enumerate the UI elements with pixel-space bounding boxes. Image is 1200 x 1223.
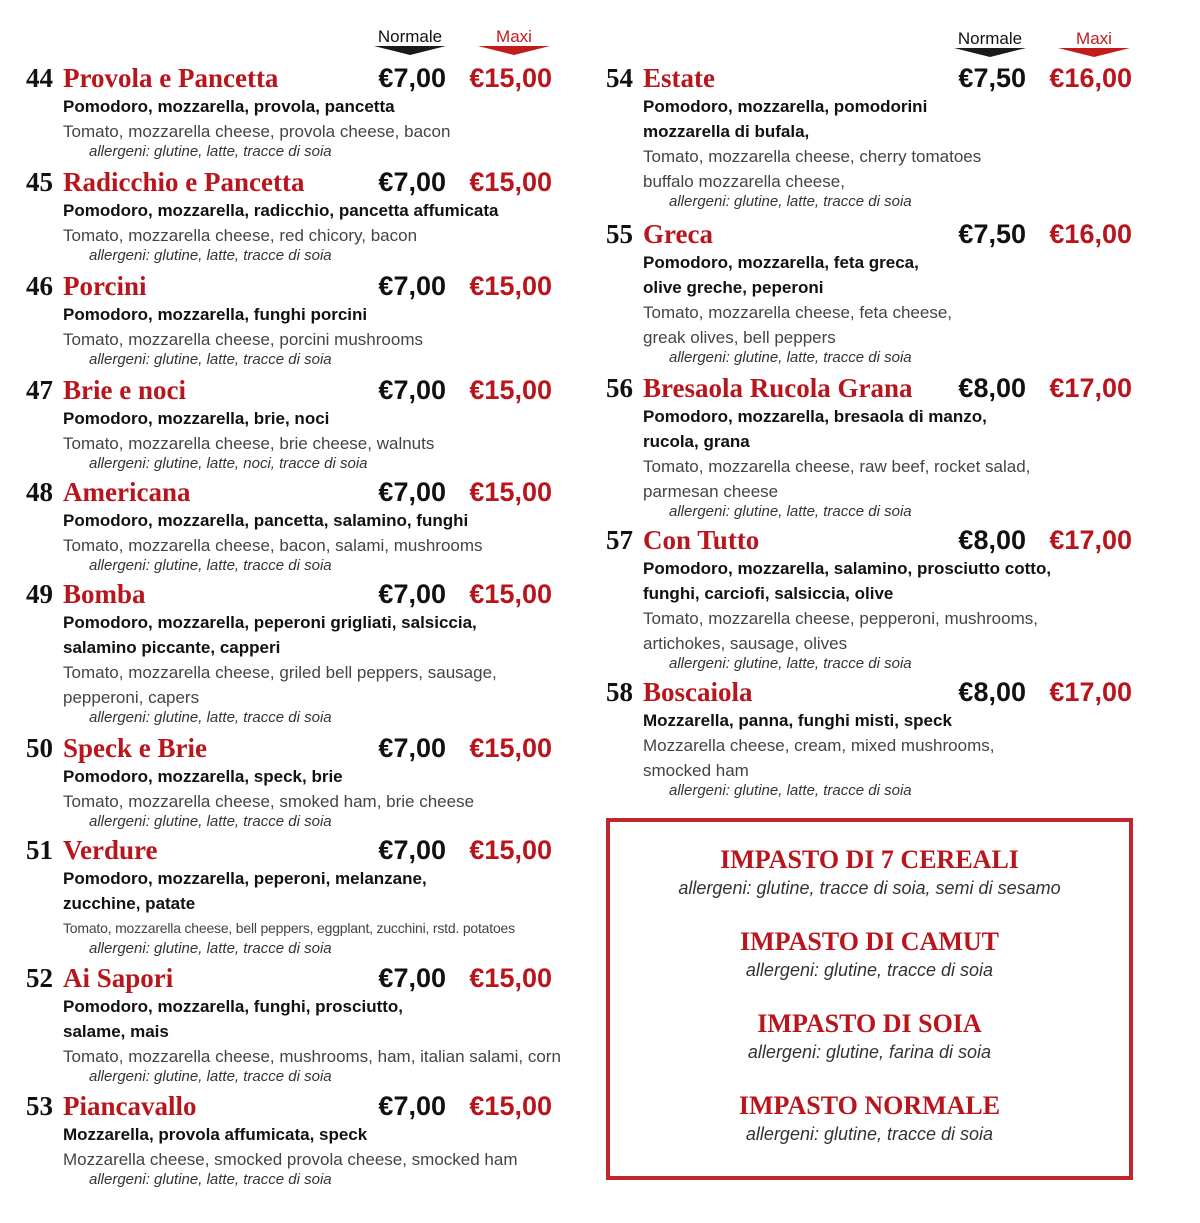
ingredients-italian: rucola, grana: [643, 432, 750, 451]
allergens-note: allergeni: glutine, latte, tracce di soia: [669, 349, 912, 366]
item-number: 46: [26, 271, 53, 301]
ingredients-italian: salamino piccante, capperi: [63, 638, 281, 657]
ingredients-english: smocked ham: [643, 761, 749, 780]
menu-item-title-row: [26, 834, 566, 866]
ingredients-english: Tomato, mozzarella cheese, mushrooms, ham, italian salami, corn: [63, 1047, 561, 1066]
menu-item-title-row: [26, 962, 566, 994]
menu-item: [26, 374, 566, 473]
ingredients-italian: Pomodoro, mozzarella, funghi porcini: [63, 305, 368, 324]
item-number: 56: [606, 373, 633, 403]
price-normale: €8,00: [958, 677, 1026, 707]
allergens-note: allergeni: glutine, latte, tracce di soia: [669, 193, 912, 210]
pizza-name: Greca: [643, 219, 713, 249]
item-number: 45: [26, 167, 53, 197]
pizza-name: Brie e noci: [63, 375, 186, 405]
ingredients-italian: Pomodoro, mozzarella, bresaola di manzo,: [643, 407, 987, 426]
arrow-down-icon: [374, 46, 446, 55]
dough-option: [610, 926, 1129, 982]
price-normale: €7,00: [378, 733, 446, 763]
ingredients-english: Tomato, mozzarella cheese, porcini mushrooms: [63, 330, 423, 349]
price-maxi: €15,00: [469, 271, 552, 301]
ingredients-italian: Pomodoro, mozzarella, peperoni, melanzane,: [63, 869, 427, 888]
ingredients-english: Tomato, mozzarella cheese, bell peppers, eggplant, zucchini, rstd. potatoes: [63, 920, 515, 936]
menu-item: [26, 1090, 566, 1189]
menu-item: [26, 166, 566, 265]
item-number: 57: [606, 525, 633, 555]
ingredients-english: Mozzarella cheese, smocked provola cheese, smocked ham: [63, 1150, 518, 1169]
price-normale: €7,00: [378, 1091, 446, 1121]
menu-item-title-row: [26, 270, 566, 302]
item-number: 51: [26, 835, 53, 865]
pizza-name: Americana: [63, 477, 191, 507]
menu-item: [26, 962, 566, 1086]
dough-options-box: [606, 818, 1133, 1180]
allergens-note: allergeni: glutine, latte, tracce di soia: [669, 782, 912, 799]
menu-item: [26, 270, 566, 369]
dough-name: IMPASTO NORMALE: [738, 1091, 1001, 1120]
allergens-note: allergeni: glutine, latte, tracce di soia: [89, 813, 332, 830]
item-number: 49: [26, 579, 53, 609]
dough-name: IMPASTO DI SOIA: [757, 1009, 982, 1038]
menu-item-title-row: [606, 218, 1146, 250]
menu-item-title-row: [26, 476, 566, 508]
price-maxi: €15,00: [469, 733, 552, 763]
menu-item-title-row: [606, 676, 1146, 708]
item-number: 53: [26, 1091, 53, 1121]
ingredients-english: Tomato, mozzarella cheese, pepperoni, mushrooms,: [643, 609, 1038, 628]
ingredients-english: Tomato, mozzarella cheese, bacon, salami, mushrooms: [63, 536, 483, 555]
dough-option: [610, 1008, 1129, 1064]
menu-item-title-row: [26, 578, 566, 610]
menu-item: [606, 524, 1146, 673]
item-number: 44: [26, 63, 53, 93]
pizza-name: Ai Sapori: [63, 963, 174, 993]
menu-item-title-row: [26, 62, 566, 94]
price-maxi: €17,00: [1049, 525, 1132, 555]
price-maxi: €15,00: [469, 579, 552, 609]
ingredients-italian: Pomodoro, mozzarella, pancetta, salamino, funghi: [63, 511, 469, 530]
pizza-name: Con Tutto: [643, 525, 760, 555]
price-maxi: €15,00: [469, 477, 552, 507]
dough-allergens: allergeni: glutine, tracce di soia: [745, 960, 994, 980]
allergens-note: allergeni: glutine, latte, tracce di soia: [89, 940, 332, 957]
ingredients-english: greak olives, bell peppers: [643, 328, 836, 347]
price-normale: €7,00: [378, 63, 446, 93]
price-maxi: €17,00: [1049, 677, 1132, 707]
maxi-header-label: Maxi: [496, 27, 532, 46]
price-normale: €7,00: [378, 835, 446, 865]
ingredients-english: Tomato, mozzarella cheese, cherry tomatoes: [643, 147, 982, 166]
ingredients-english: buffalo mozzarella cheese,: [643, 172, 845, 191]
menu-item-title-row: [26, 374, 566, 406]
menu-item: [26, 62, 566, 161]
price-maxi: €15,00: [469, 63, 552, 93]
ingredients-italian: zucchine, patate: [63, 894, 196, 913]
pizza-name: Piancavallo: [63, 1091, 197, 1121]
dough-name: IMPASTO DI CAMUT: [739, 927, 1000, 956]
ingredients-italian: Pomodoro, mozzarella, provola, pancetta: [63, 97, 395, 116]
normale-header: [368, 28, 452, 55]
ingredients-italian: Pomodoro, mozzarella, speck, brie: [63, 767, 343, 786]
price-normale: €7,50: [958, 219, 1026, 249]
ingredients-italian: mozzarella di bufala,: [643, 122, 810, 141]
pizza-name: Boscaiola: [643, 677, 753, 707]
item-number: 58: [606, 677, 633, 707]
allergens-note: allergeni: glutine, latte, tracce di soia: [89, 143, 332, 160]
pizza-name: Provola e Pancetta: [63, 63, 279, 93]
pizza-name: Verdure: [63, 835, 158, 865]
normale-header-label: Normale: [377, 27, 443, 46]
menu-item-title-row: [606, 372, 1146, 404]
ingredients-italian: olive greche, peperoni: [643, 278, 824, 297]
item-number: 47: [26, 375, 53, 405]
ingredients-english: Tomato, mozzarella cheese, griled bell peppers, sausage,: [63, 663, 497, 682]
menu-item-title-row: [26, 1090, 566, 1122]
arrow-down-icon: [954, 48, 1026, 57]
price-maxi: €15,00: [469, 835, 552, 865]
menu-item: [26, 476, 566, 575]
allergens-note: allergeni: glutine, latte, tracce di soia: [89, 1171, 332, 1188]
ingredients-english: pepperoni, capers: [63, 688, 200, 707]
ingredients-english: Tomato, mozzarella cheese, smoked ham, brie cheese: [63, 792, 475, 811]
price-maxi: €15,00: [469, 1091, 552, 1121]
menu-item: [26, 834, 566, 958]
arrow-down-icon: [1058, 48, 1130, 57]
dough-option: [610, 844, 1129, 900]
allergens-note: allergeni: glutine, latte, tracce di soia: [89, 709, 332, 726]
maxi-header: [472, 28, 556, 55]
menu-item-title-row: [606, 62, 1146, 94]
menu-item-title-row: [606, 524, 1146, 556]
pizza-name: Bomba: [63, 579, 146, 609]
allergens-note: allergeni: glutine, latte, tracce di soia: [89, 557, 332, 574]
allergens-note: allergeni: glutine, latte, tracce di soia: [669, 503, 912, 520]
price-maxi: €16,00: [1049, 219, 1132, 249]
price-normale: €7,50: [958, 63, 1026, 93]
price-normale: €7,00: [378, 963, 446, 993]
price-normale: €7,00: [378, 375, 446, 405]
allergens-note: allergeni: glutine, latte, tracce di soia: [89, 247, 332, 264]
item-number: 55: [606, 219, 633, 249]
dough-allergens: allergeni: glutine, farina di soia: [747, 1042, 992, 1062]
allergens-note: allergeni: glutine, latte, tracce di soia: [89, 351, 332, 368]
ingredients-english: parmesan cheese: [643, 482, 779, 501]
menu-item-title-row: [26, 166, 566, 198]
menu-item-title-row: [26, 732, 566, 764]
pizza-name: Radicchio e Pancetta: [63, 167, 305, 197]
dough-name: IMPASTO DI 7 CEREALI: [720, 845, 1019, 874]
ingredients-italian: salame, mais: [63, 1022, 169, 1041]
ingredients-english: Tomato, mozzarella cheese, red chicory, bacon: [63, 226, 418, 245]
pizza-name: Porcini: [63, 271, 147, 301]
item-number: 52: [26, 963, 53, 993]
ingredients-english: Mozzarella cheese, cream, mixed mushrooms,: [643, 736, 995, 755]
dough-allergens: allergeni: glutine, tracce di soia: [745, 1124, 994, 1144]
dough-allergens: allergeni: glutine, tracce di soia, semi di sesamo: [678, 878, 1061, 898]
allergens-note: allergeni: glutine, latte, tracce di soia: [89, 1068, 332, 1085]
item-number: 50: [26, 733, 53, 763]
ingredients-italian: Pomodoro, mozzarella, pomodorini: [643, 97, 928, 116]
ingredients-italian: Pomodoro, mozzarella, radicchio, pancetta affumicata: [63, 201, 499, 220]
ingredients-italian: Mozzarella, panna, funghi misti, speck: [643, 711, 952, 730]
price-maxi: €17,00: [1049, 373, 1132, 403]
ingredients-italian: Pomodoro, mozzarella, funghi, prosciutto,: [63, 997, 404, 1016]
price-normale: €7,00: [378, 477, 446, 507]
price-normale: €7,00: [378, 271, 446, 301]
pizza-name: Estate: [643, 63, 715, 93]
menu-item: [606, 62, 1146, 211]
ingredients-italian: Mozzarella, provola affumicata, speck: [63, 1125, 368, 1144]
menu-item: [606, 676, 1146, 800]
price-maxi: €16,00: [1049, 63, 1132, 93]
price-normale: €8,00: [958, 373, 1026, 403]
normale-header: [948, 30, 1032, 57]
price-normale: €8,00: [958, 525, 1026, 555]
menu-item: [606, 372, 1146, 521]
pizza-name: Speck e Brie: [63, 733, 207, 763]
ingredients-english: Tomato, mozzarella cheese, raw beef, rocket salad,: [643, 457, 1031, 476]
menu-item: [26, 578, 566, 727]
dough-option: [610, 1090, 1129, 1146]
maxi-header-label: Maxi: [1076, 29, 1112, 48]
price-normale: €7,00: [378, 579, 446, 609]
ingredients-italian: Pomodoro, mozzarella, salamino, prosciutto cotto,: [643, 559, 1052, 578]
ingredients-italian: Pomodoro, mozzarella, brie, noci: [63, 409, 330, 428]
ingredients-english: Tomato, mozzarella cheese, feta cheese,: [643, 303, 952, 322]
price-normale: €7,00: [378, 167, 446, 197]
allergens-note: allergeni: glutine, latte, noci, tracce di soia: [89, 455, 368, 472]
ingredients-italian: Pomodoro, mozzarella, feta greca,: [643, 253, 919, 272]
ingredients-english: Tomato, mozzarella cheese, provola cheese, bacon: [63, 122, 451, 141]
ingredients-italian: Pomodoro, mozzarella, peperoni grigliati, salsiccia,: [63, 613, 477, 632]
pizza-name: Bresaola Rucola Grana: [643, 373, 913, 403]
menu-item: [606, 218, 1146, 367]
allergens-note: allergeni: glutine, latte, tracce di soia: [669, 655, 912, 672]
maxi-header: [1052, 30, 1136, 57]
item-number: 48: [26, 477, 53, 507]
ingredients-english: Tomato, mozzarella cheese, brie cheese, walnuts: [63, 434, 435, 453]
menu-item: [26, 732, 566, 831]
item-number: 54: [606, 63, 633, 93]
ingredients-italian: funghi, carciofi, salsiccia, olive: [643, 584, 894, 603]
price-maxi: €15,00: [469, 167, 552, 197]
price-maxi: €15,00: [469, 375, 552, 405]
normale-header-label: Normale: [957, 29, 1023, 48]
price-maxi: €15,00: [469, 963, 552, 993]
ingredients-english: artichokes, sausage, olives: [643, 634, 848, 653]
arrow-down-icon: [478, 46, 550, 55]
